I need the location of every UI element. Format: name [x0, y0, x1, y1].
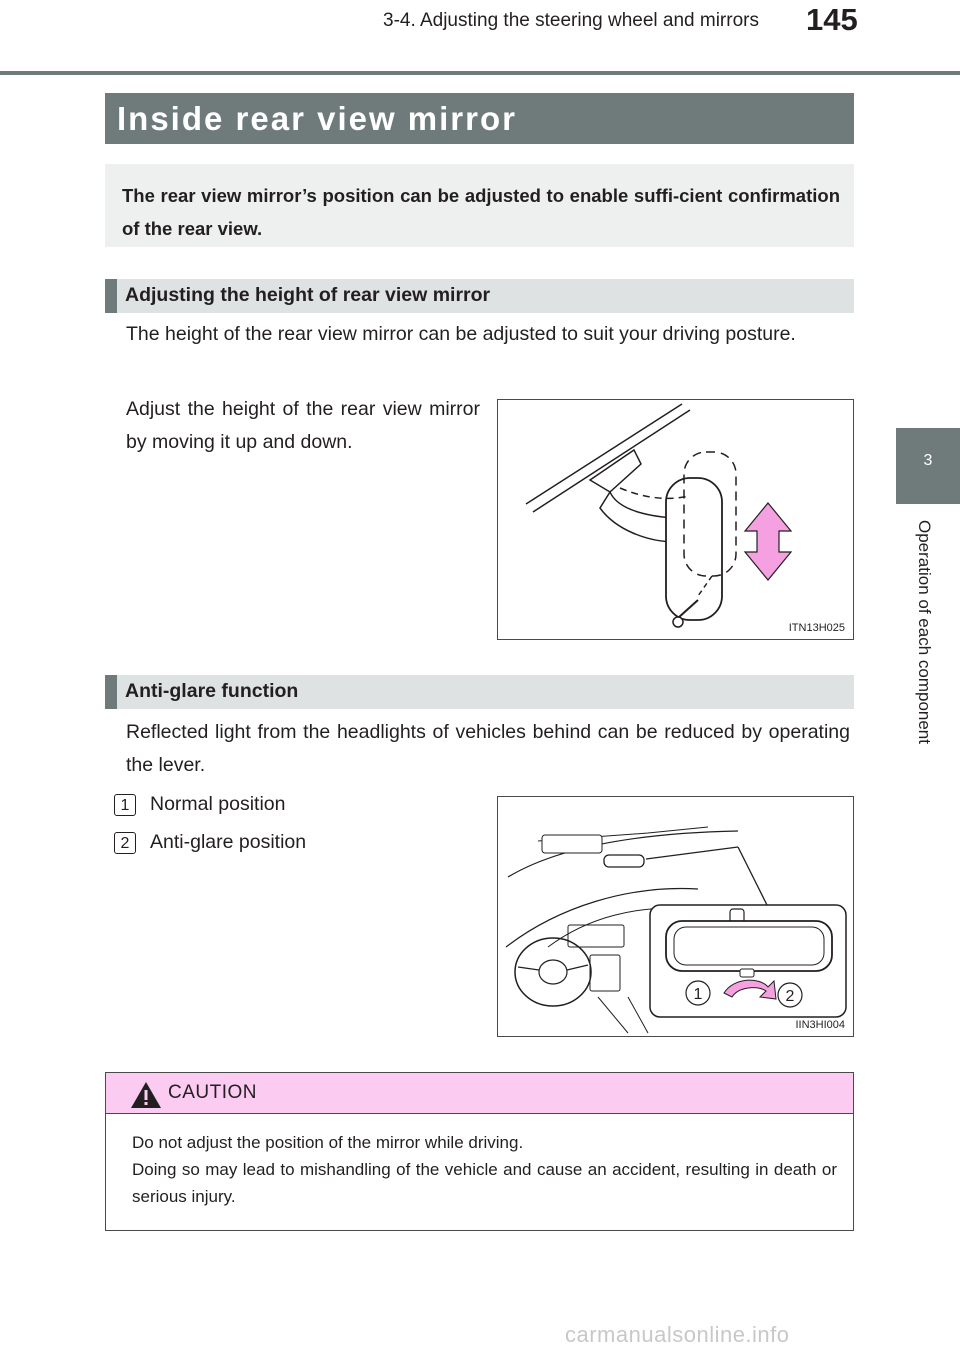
section-heading-height-label: Adjusting the height of rear view mirror [125, 284, 491, 306]
item-label-normal: Normal position [150, 793, 286, 815]
section-heading-height [105, 279, 854, 313]
figure-id-height: ITN13H025 [788, 622, 845, 634]
item-number-1: 1 [114, 794, 136, 816]
header-rule [0, 71, 960, 75]
intro-text: The rear view mirror’s position can be adjusted to enable suffi-cient confirmation of the rear view. [122, 185, 840, 239]
caution-body [132, 1129, 837, 1210]
running-header: 3-4. Adjusting the steering wheel and mirrors [383, 10, 759, 31]
caution-line-1: Do not adjust the position of the mirror while driving. [132, 1133, 524, 1152]
callout-2: 2 [785, 988, 795, 1005]
chapter-tab [896, 428, 960, 504]
caution-box [105, 1072, 854, 1231]
figure-id-anti-glare: IIN3HI004 [795, 1019, 845, 1031]
chapter-title: Operation of each component [915, 520, 934, 744]
mirror-height-illustration [498, 400, 852, 638]
chapter-number: 3 [923, 452, 933, 469]
height-paragraph: The height of the rear view mirror can be adjusted to suit your driving posture. [126, 323, 796, 345]
page-title-bar [105, 93, 854, 144]
cabin-illustration [498, 797, 852, 1035]
section-heading-anti-glare-label: Anti-glare function [125, 680, 299, 702]
page-title: Inside rear view mirror [117, 100, 517, 137]
warning-icon [130, 1081, 162, 1109]
anti-glare-paragraph: Reflected light from the headlights of vehicles behind can be reduced by operating the lever. [126, 721, 850, 776]
caution-header [106, 1073, 853, 1114]
caution-title: CAUTION [168, 1082, 257, 1103]
intro-box [105, 164, 854, 247]
figure-anti-glare [497, 796, 854, 1037]
item-label-anti-glare: Anti-glare position [150, 831, 307, 853]
caution-line-2: Doing so may lead to mishandling of the vehicle and cause an accident, resulting in death or serious injury. [132, 1160, 837, 1206]
page-number: 145 [806, 2, 858, 37]
callout-1: 1 [693, 986, 703, 1003]
figure-mirror-height [497, 399, 854, 640]
watermark: carmanualsonline.info [565, 1322, 790, 1347]
section-heading-anti-glare [105, 675, 854, 709]
adjust-paragraph: Adjust the height of the rear view mirror by moving it up and down. [126, 398, 480, 453]
item-number-2: 2 [114, 832, 136, 854]
chapter-side-label [910, 520, 940, 790]
up-down-arrow-icon [745, 503, 791, 580]
